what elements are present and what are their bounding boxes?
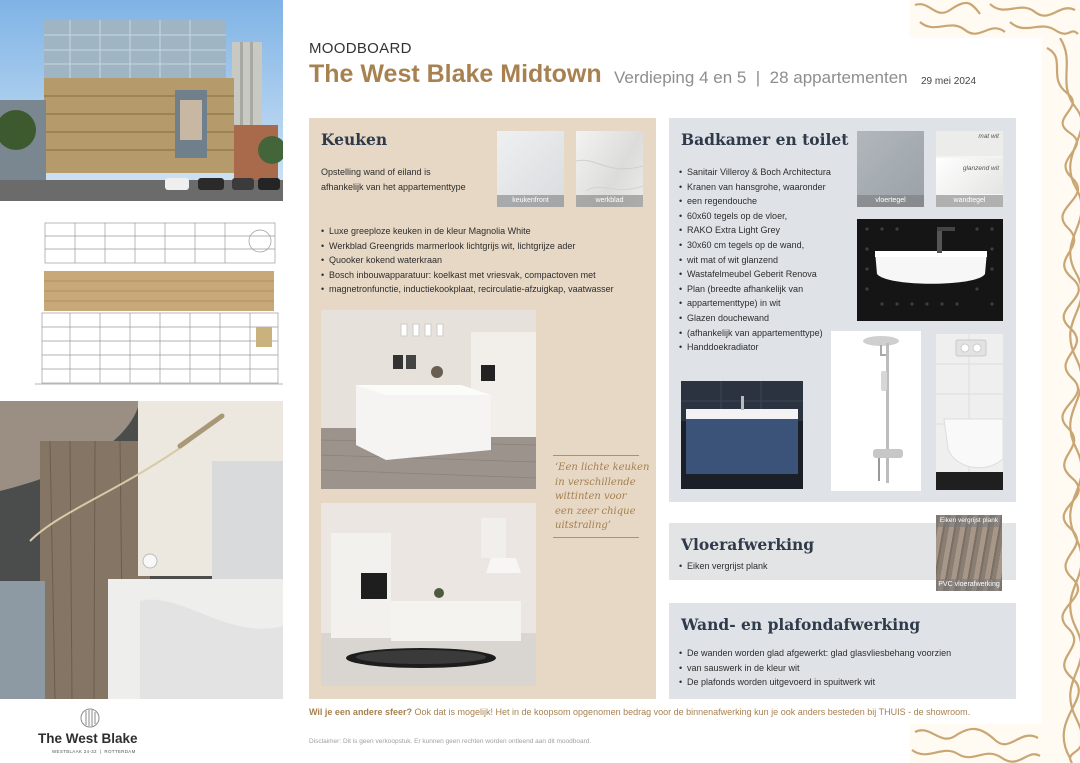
wand-bullet-cont: • van sauswerk in de kleur wit <box>679 661 1009 676</box>
quote-divider-bottom <box>553 537 639 538</box>
quote-line: wittinten voor <box>555 491 627 502</box>
swatch-label-top: Eiken vergrijst plank <box>936 515 1002 527</box>
wand-bullet: • De plafonds worden uitgevoerd in spuitwerk wit <box>679 675 1009 690</box>
keukenfront-swatch <box>497 131 564 207</box>
glanzend-wit-label: glanzend wit <box>962 165 999 172</box>
badkamer-bullet-cont: • een regendouche <box>679 194 859 209</box>
quote-line: een zeer chique <box>555 505 636 517</box>
keuken-intro-line: Opstelling wand of eiland is <box>321 167 431 177</box>
keuken-bullet-line: magnetronfunctie, inductiekookplaat, recirculatie-afzuigkap, vaatwasser <box>329 284 614 295</box>
keuken-intro <box>321 165 466 194</box>
badkamer-bullets <box>679 165 859 355</box>
date-label: 29 mei 2024 <box>921 76 977 87</box>
badkamer-title: Badkamer en toilet <box>681 130 849 149</box>
project-title: The West Blake Midtown <box>309 60 602 88</box>
badkamer-bullet-cont: • RAKO Extra Light Grey <box>679 223 859 238</box>
swatch-label: PVC vloerafwerking <box>936 579 1002 591</box>
quote-line: in verschillende <box>555 476 636 488</box>
vloertegel-swatch <box>857 131 924 207</box>
disclaimer: Disclaimer: Dit is geen verkoopstuk. Er kunnen geen rechten worden ontleend aan dit moodboard. <box>309 738 592 745</box>
pvc-vloer-swatch <box>936 515 1002 591</box>
badkamer-bullet: • 60x60 tegels op de vloer, <box>679 209 859 224</box>
building-photo <box>0 0 283 201</box>
quote-divider-top <box>553 455 639 456</box>
cta-rest: Ook dat is mogelijk! Het in de koopsom opgenomen bedrag voor de binnenafwerking kun je ook anders besteden bij THUIS - de showroom. <box>411 707 971 717</box>
material-moodboard-photo <box>0 401 283 699</box>
keuken-intro-line: afhankelijk van het appartementtype <box>321 181 466 192</box>
project-subtitle: Verdieping 4 en 5 | 28 appartementen <box>614 68 908 87</box>
wand-bullets <box>679 646 1009 690</box>
badkamer-bullet-cont: • wit mat of wit glanzend <box>679 253 859 268</box>
keuken-bullets <box>321 224 651 297</box>
keuken-title: Keuken <box>321 130 388 149</box>
badkamer-bullet: • Handdoekradiator <box>679 340 859 355</box>
badkamer-bullet: • Sanitair Villeroy & Boch Architectura <box>679 165 859 180</box>
vloer-bullet: • Eiken vergrijst plank <box>679 559 768 574</box>
badkamer-bullet: • Kranen van hansgrohe, waaronder <box>679 180 859 195</box>
keuken-bullet: • Quooker kokend waterkraan <box>321 253 651 268</box>
logo-name: The West Blake <box>38 731 138 746</box>
decorative-pattern-top <box>910 0 1080 38</box>
wand-panel <box>669 603 1016 699</box>
glanzend-wit-tile <box>936 158 1003 194</box>
badkamer-panel <box>669 118 1016 502</box>
vloer-title: Vloerafwerking <box>681 535 815 554</box>
vanity-photo <box>681 381 803 489</box>
swatch-label: werkblad <box>576 195 643 207</box>
logo <box>30 708 150 758</box>
keuken-quote <box>555 461 649 534</box>
keuken-bullet-line: Bosch inbouwapparatuur: koelkast met vriesvak, compactoven met <box>329 269 596 280</box>
badkamer-bullet: • Glazen douchewand <box>679 311 859 326</box>
keuken-bullet: • Werkblad Greengrids marmerlook lichtgrijs wit, lichtgrijze ader <box>321 239 651 254</box>
cta-line <box>309 707 970 717</box>
wand-bullet: • De wanden worden glad afgewerkt: glad glasvliesbehang voorzien <box>679 646 1009 661</box>
badkamer-bullet-cont: • Plan (breedte afhankelijk van <box>679 282 859 297</box>
keuken-panel <box>309 118 656 699</box>
swatch-label: keukenfront <box>497 195 564 207</box>
quote-line: uitstraling’ <box>555 520 611 531</box>
decorative-pattern-right <box>1042 38 1080 763</box>
keuken-bullet-continuation <box>321 282 651 297</box>
keuken-bullet: • Luxe greeploze keuken in de kleur Magnolia White <box>321 224 651 239</box>
kitchen-wall-render <box>321 503 536 686</box>
decorative-pattern-bottom <box>910 724 1042 763</box>
logo-address: WESTBLAAK 24-32 | ROTTERDAM <box>52 749 136 754</box>
moodboard-label: MOODBOARD <box>309 40 412 57</box>
badkamer-bullet: • 30x60 cm tegels op de wand, <box>679 238 859 253</box>
shower-photo <box>831 331 921 491</box>
werkblad-swatch <box>576 131 643 207</box>
toilet-photo <box>936 334 1003 490</box>
badkamer-bullet-cont: • appartementtype) in wit <box>679 296 859 311</box>
cta-bold: Wil je een andere sfeer? <box>309 707 412 717</box>
keuken-bullet <box>321 268 651 283</box>
vloer-bullets <box>679 559 768 574</box>
kitchen-island-render <box>321 310 536 489</box>
wandtegel-swatch <box>936 131 1003 207</box>
wand-title: Wand- en plafondafwerking <box>681 615 921 634</box>
quote-line: ‘Een lichte keuken <box>555 462 650 473</box>
swatch-label: wandtegel <box>936 195 1003 207</box>
badkamer-bullet: • Wastafelmeubel Geberit Renova <box>679 267 859 282</box>
facade-drawing <box>0 201 283 401</box>
mat-wit-label: mat wit <box>978 133 999 140</box>
washbasin-photo <box>857 219 1003 321</box>
swatch-label: vloertegel <box>857 195 924 207</box>
logo-icon <box>80 708 100 728</box>
badkamer-bullet-cont: • (afhankelijk van appartementtype) <box>679 326 859 341</box>
